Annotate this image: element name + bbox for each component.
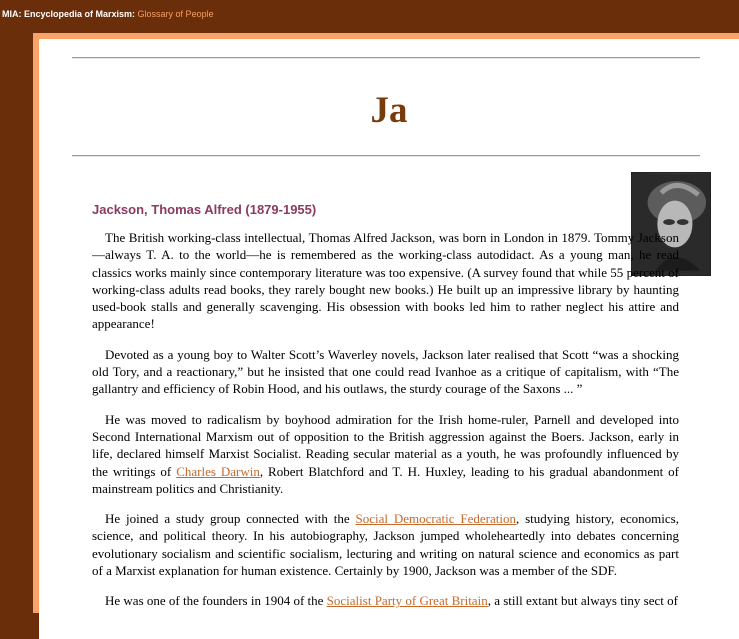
social-democratic-federation-link[interactable]: Social Democratic Federation <box>355 511 516 527</box>
paragraph-5-text: He was one of the founders in 1904 of the <box>105 593 327 609</box>
content-page <box>39 39 739 639</box>
breadcrumb-mia-link[interactable]: MIA <box>2 9 19 19</box>
paragraph-4-text-end: , studying history, economics, science, and political theory. In his autobiography, Jackson jumped wholeheartedly into debates concerning evolutionary socialism and scientific socialism, lecturing and writing on natural science and economics as part of a Marxist explanation for human existence. Certainly by 1900, Jackson was a member of the SDF. <box>92 511 679 579</box>
top-divider <box>72 57 700 59</box>
paragraph-3-text-end: , Robert Blatchford and T. H. Huxley, leading to his gradual abandonment of mainstream politics and Christianity. <box>92 463 679 496</box>
charles-darwin-link[interactable]: Charles Darwin <box>176 463 260 479</box>
breadcrumb-current: Glossary of People <box>137 9 214 19</box>
paragraph-4-text: He joined a study group connected with the <box>105 511 356 527</box>
paragraph-5-text-end: , a still extant but always tiny sect of <box>487 593 678 609</box>
entry-name-heading: Jackson, Thomas Alfred (1879-1955) <box>92 202 317 217</box>
paragraph-2: Devoted as a young boy to Walter Scott’s Waverley novels, Jackson later realised that Scott “was a shocking old Tory, and a reactionary,” but he insisted that one could read Ivanhoe as a critique of capitalism, with “The gallantry and efficiency of Robin Hood, and his outlaws, the sturdy courage of the Saxons ... ” <box>92 346 679 397</box>
entry-body <box>92 229 679 623</box>
page-title: Ja <box>370 90 408 131</box>
paragraph-5 <box>92 592 679 609</box>
page-frame <box>33 33 739 613</box>
breadcrumb-separator: : <box>132 9 138 19</box>
breadcrumb-encyclopedia-link[interactable]: Encyclopedia of Marxism <box>24 9 133 19</box>
paragraph-4 <box>92 510 679 579</box>
title-divider <box>72 155 700 157</box>
breadcrumb-separator: : <box>18 9 24 19</box>
paragraph-3-text: He was moved to radicalism by boyhood admiration for the Irish home-ruler, Parnell and developed into Second International Marxism out of opposition to the British aggression against the Boers. Jackson, early in life, declared himself Marxist Socialist. Reading secular material as a youth, he was profoundly influenced by the writings of <box>92 411 679 479</box>
breadcrumb <box>0 0 739 30</box>
paragraph-1: The British working-class intellectual, Thomas Alfred Jackson, was born in London in 1879. Tommy Jackson—always T. A. to the world—he is remembered as the working-class autodidact. As a young man, he read classics works mainly since contemporary literature was too expensive. (A survey found that while 55 percent of working-class adults read books, they rarely bought new books.) He built up an impressive library by haunting used-book stalls and generally scavenging. His obsession with books led him to rather neglect his attire and appearance! <box>92 230 679 332</box>
paragraph-3 <box>92 411 679 497</box>
socialist-party-link[interactable]: Socialist Party of Great Britain <box>326 593 488 609</box>
